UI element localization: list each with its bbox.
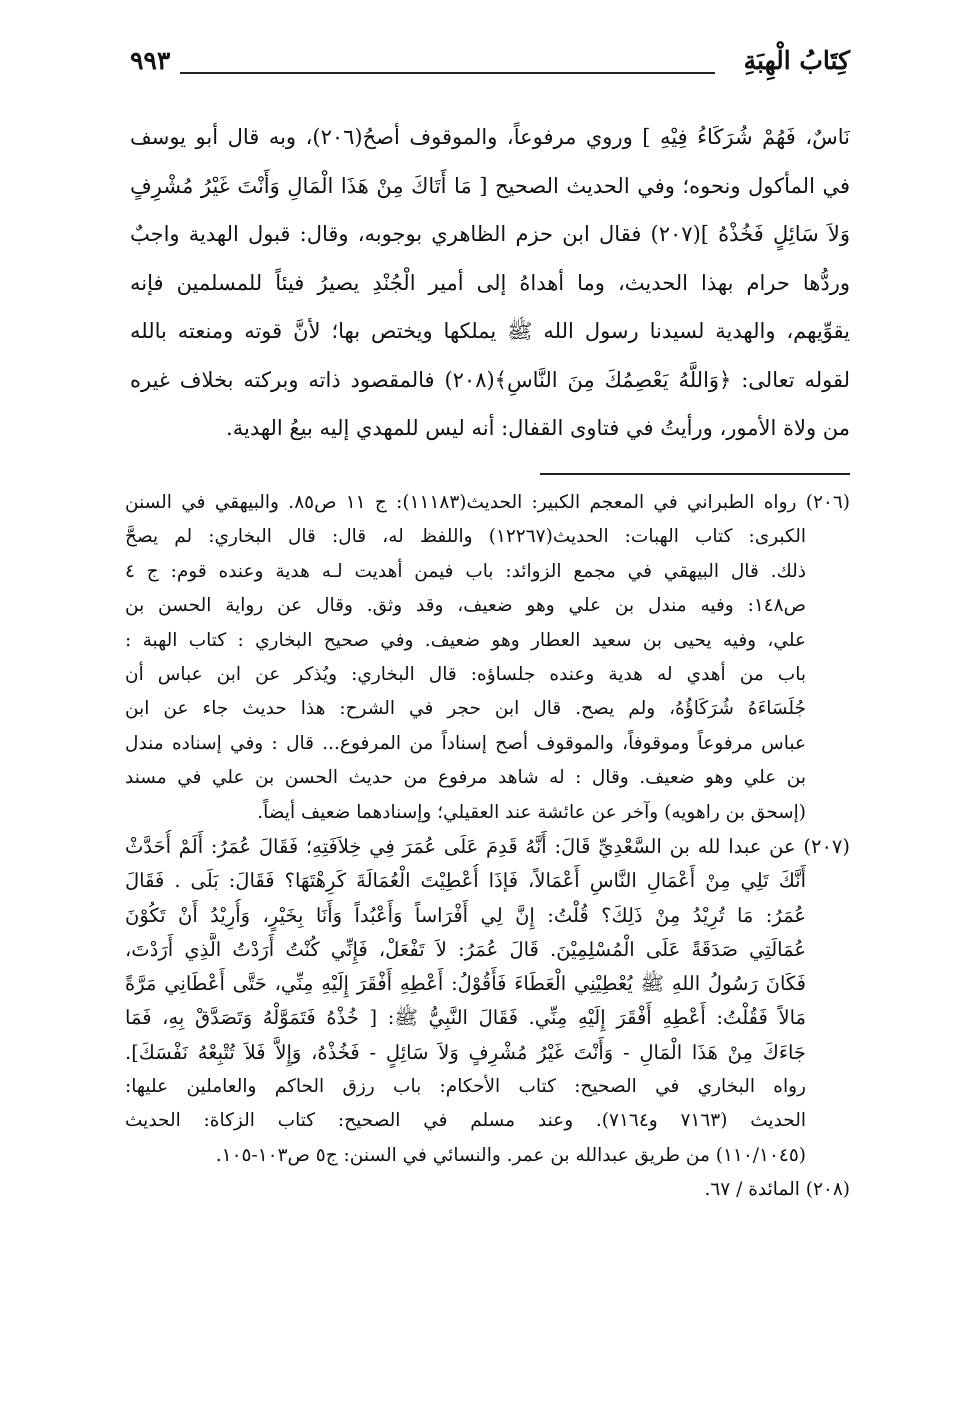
page-number: ٩٩٣: [130, 46, 171, 75]
book-title: كِتَابُ الْهِبَةِ: [743, 46, 850, 75]
footnote-line: (إسحق بن راهويه) وآخر عن عائشة عند العقيلي؛ وإسنادهما ضعيف أيضاً.: [257, 801, 806, 823]
main-line: يقوِّيهم، والهدية لسيدنا رسول الله ﷺ يملكها ويختص بها؛ لأنَّ قوته ومنعته بالله: [130, 319, 850, 343]
footnote-line: جَاءَكَ مِنْ هَذَا الْمَالِ - وَأَنْتَ غَيْرُ مُشْرِفٍ وَلاَ سَائِلٍ - فَخُذْهُ، وَإِلاَّ فَلاَ تُتْبِعْهُ نَفْسَكَ].: [125, 1040, 806, 1064]
footnote-line: أَنَّكَ تَلِي مِنْ أَعْمَالِ النَّاسِ أَعْمَالاً، فَإذَا أُعْطِيْتَ الْعُمَالَةَ كَرِهْتَهَا؟ فَقَالَ: بَلَى . فَقَالَ: [125, 869, 806, 893]
main-line: وَلاَ سَائِلٍ فَخُذْهُ ](٢٠٧) فقال ابن حزم الظاهري بوجوبه، وقال: قبول الهدية واجبٌ: [130, 222, 850, 246]
footnote-line: عباس مرفوعاً وموقوفاً، والموقوف أصح إسناداً من المرفوع... قال : وفي إسناده مندل: [125, 732, 806, 754]
main-line: من ولاة الأمور، ورأيتُ في فتاوى القفال: أنه ليس للمهدي إليه بيعُ الهدية.: [226, 416, 850, 440]
header-rule: [180, 72, 715, 74]
footnote-line: (٢٠٦) رواه الطبراني في المعجم الكبير: الحديث(١١١٨٣): ج ١١ ص٨٥. والبيهقي في السنن: [125, 492, 850, 513]
footnote-line: الكبرى: كتاب الهبات: الحديث(١٢٢٦٧) واللفظ له، قال: قال البخاري: لم يصحَّ: [125, 526, 806, 548]
footnote-line: ذلك. قال البيهقي في مجمع الزوائد: باب فيمن أهديت لـه هدية وعنده قوم: ج ٤: [125, 560, 806, 582]
footnote-line: بن علي وهو ضعيف. وقال : له شاهد مرفوع من حديث الحسن بن علي في مسند: [125, 767, 806, 789]
footnote-line: عُمَالَتِي صَدَقَةً عَلَى الْمُسْلِمِيْنَ. قَالَ عُمَرُ: لاَ تَفْعَلْ، فَإِنِّي كُنْتُ أَرَدْتُ الَّذِي أَرَدْتَ،: [125, 937, 806, 961]
footnote-206: [125, 486, 850, 830]
footnote-line: (٢٠٨) المائدة / ٦٧.: [704, 1178, 850, 1200]
footnote-line: (١١٠/١٠٤٥) من طريق عبدالله بن عمر. والنسائي في السنن: ج٥ ص١٠٣-١٠٥.: [215, 1144, 806, 1166]
footnote-line: (٢٠٧) عن عبدا لله بن السَّعْدِيِّ قَالَ: أَنَّهُ قَدِمَ عَلَى عُمَرَ فِي خِلاَفَتِهِ؛ فَقَالَ عُمَرُ: أَلَمْ أُحَدَّثْ: [125, 834, 850, 858]
footnote-line: علي، وفيه يحيى بن سعيد العطار وهو ضعيف. وفي صحيح البخاري : كتاب الهبة :: [125, 629, 806, 651]
main-line: في المأكول ونحوه؛ وفي الحديث الصحيح [ مَا أَتَاكَ مِنْ هَذَا الْمَالِ وَأَنْتَ غَيْرُ مُشْرِفٍ: [130, 173, 850, 198]
footnote-line: الحديث (٧١٦٣ و٧١٦٤). وعند مسلم في الصحيح: كتاب الزكاة: الحديث: [125, 1110, 806, 1132]
page-header: [130, 44, 850, 80]
footnotes: [125, 486, 850, 1207]
footnote-207: [125, 830, 850, 1173]
main-line: لقوله تعالى: ﴿وَاللَّهُ يَعْصِمُكَ مِنَ النَّاسِ﴾(٢٠٨) فالمقصود ذاته وبركته بخلاف غيره: [130, 367, 850, 392]
footnote-line: ص١٤٨: وفيه مندل بن علي وهو ضعيف، وقد وثق. وقال عن رواية الحسن بن: [125, 595, 806, 617]
main-text: [130, 113, 850, 453]
main-line: وردُّها حرام بهذا الحديث، وما أهداهُ إلى أمير الْجُنْدِ يصيرُ فيئاً للمسلمين فإنه: [130, 270, 850, 295]
footnote-line: باب من أهدي له هدية وعنده جلساؤه: قال البخاري: ويُذكر عن ابن عباس أن: [125, 663, 806, 685]
footnote-208: [125, 1173, 850, 1207]
footnote-line: رواه البخاري في الصحيح: كتاب الأحكام: باب رزق الحاكم والعاملين عليها:: [125, 1075, 806, 1097]
footnote-line: فَكَانَ رَسُولُ اللهِ ﷺ يُعْطِيْنِي الْعَطَاءَ فَأَقُوْلُ: أَعْطِهِ أَفْقَرَ إِلَيْهِ مِنِّي، حَتَّى أَعْطَانِي مَرَّةً: [125, 972, 806, 996]
footnote-line: جُلَسَاءَهُ شُرَكَاؤُهُ، ولم يصح. قال ابن حجر في الشرح: هذا حديث جاء عن ابن: [125, 698, 806, 720]
footnote-separator: [540, 473, 850, 475]
footnote-line: عُمَرُ: مَا تُرِيْدُ مِنْ ذَلِكَ؟ قُلْتُ: إِنَّ لِي أَفْرَاساً وَأَعْبُداً وَأَنَا بِخَيْرٍ، وَأُرِيْدُ أَنْ تَكُوْنَ: [125, 903, 806, 927]
main-line: نَاسٌ، فَهُمْ شُرَكَاءُ فِيْهِ ] وروي مرفوعاً، والموقوف أصحُ(٢٠٦)، وبه قال أبو يوسف: [130, 125, 850, 149]
footnote-line: مَالاً فَقُلْتُ: أَعْطِهِ أَفْقَرَ إِلَيْهِ مِنِّي. فَقَالَ النَّبِيُّ ﷺ: [ خُذْهُ فَتَمَوَّلْهُ وَتَصَدَّقْ بِهِ، فَمَا: [125, 1006, 806, 1030]
